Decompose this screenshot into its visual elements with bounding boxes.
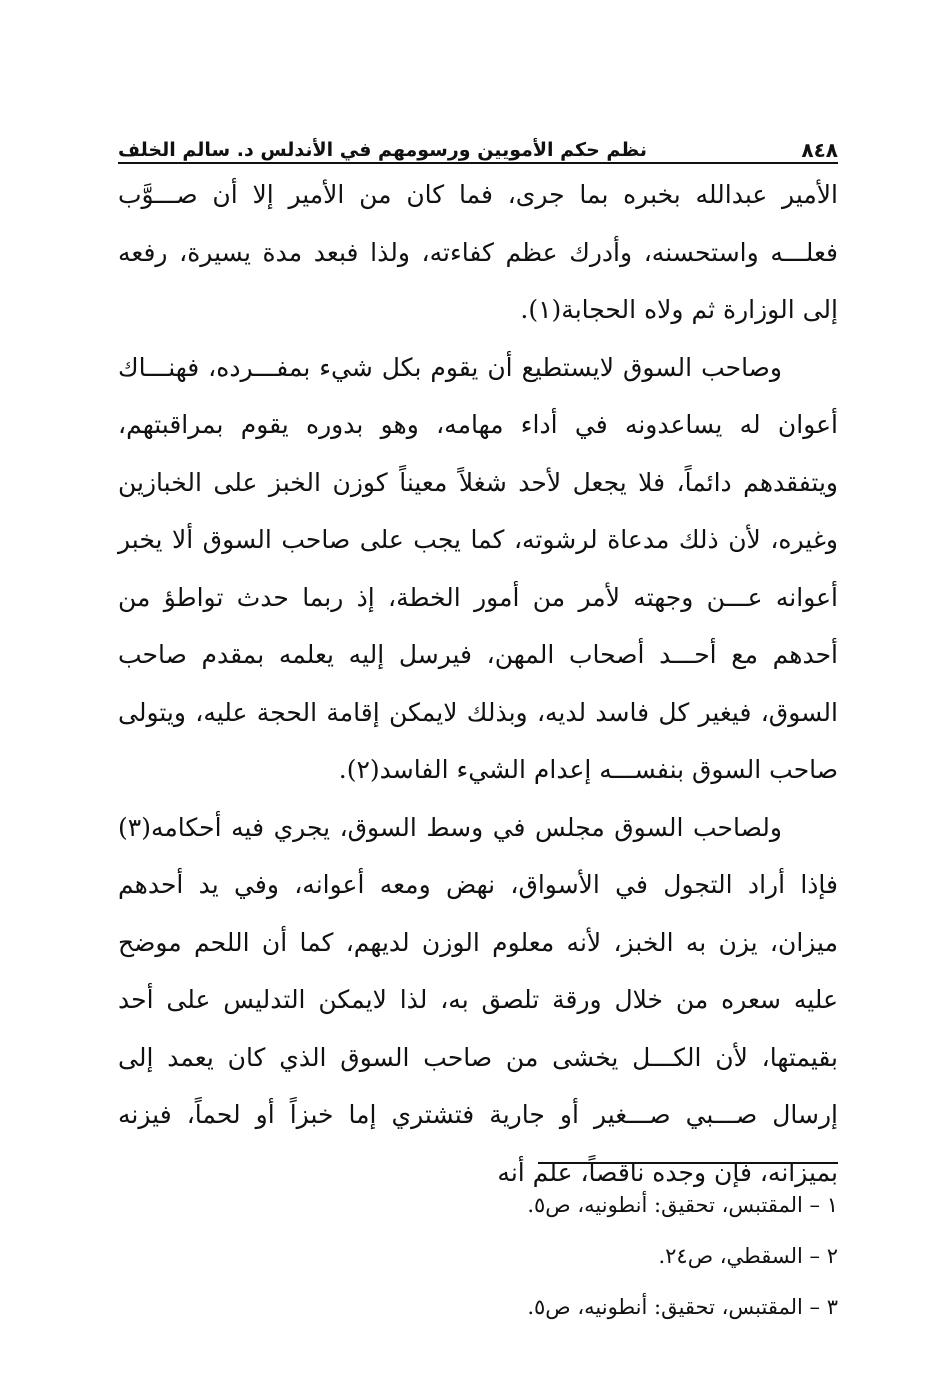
paragraph-1: الأمير عبدالله بخبره بما جرى، فما كان من الأمير إلا أن صـــوَّب فعلـــه واستحسنه، وأدرك عظم كفاءته، ولذا فبعد مدة يسيرة، رفعه إلى الوزارة ثم ولاه الحجابة(١). <box>118 180 838 324</box>
footnotes <box>118 1180 838 1333</box>
header-divider <box>118 162 838 164</box>
page-number: ٨٤٨ <box>801 138 838 162</box>
footnote-2: ٢ – السقطي، ص٢٤. <box>658 1244 838 1268</box>
paragraph-3: ولصاحب السوق مجلس في وسط السوق، يجري فيه أحكامه(٣) فإذا أراد التجول في الأسواق، نهض ومعه أعوانه، وفي يد أحدهم ميزان، يزن به الخبز، لأنه معلوم الوزن لديهم، كما أن اللحم موضح عليه سعره من خلال ورقة تلصق به، لذا لايمكن التدليس على أحد بقيمتها، لأن الكـــل يخشى من صاحب السوق الذي كان يعمد إلى إرسال صـــبي صـــغير أو جارية فتشتري إما خبزاً أو لحماً، فيزنه بميزانه، فإن وجده ناقصاً، علم أنه <box>118 812 838 1187</box>
body-text <box>118 166 838 1201</box>
footnote-divider <box>538 1162 838 1164</box>
running-title: نظم حكم الأمويين ورسومهم في الأندلس د. سالم الخلف <box>118 139 647 161</box>
footnote-1: ١ – المقتبس، تحقيق: أنطونيه، ص٥. <box>527 1193 838 1217</box>
footnote-3: ٣ – المقتبس، تحقيق: أنطونيه، ص٥. <box>527 1295 838 1319</box>
paragraph-2: وصاحب السوق لايستطيع أن يقوم بكل شيء بمفـــرده، فهنـــاك أعوان له يساعدونه في أداء مهامه، وهو بدوره يقوم بمراقبتهم، ويتفقدهم دائماً، فلا يجعل لأحد شغلاً معيناً كوزن الخبز على الخبازين وغيره، لأن ذلك مدعاة لرشوته، كما يجب على صاحب السوق ألا يخبر أعوانه عـــن وجهته لأمر من أمور الخطة، إذ ربما حدث تواطؤ من أحدهم مع أحـــد أصحاب المهن، فيرسل إليه يعلمه بمقدم صاحب السوق، فيغير كل فاسد لديه، وبذلك لايمكن إقامة الحجة عليه، ويتولى صاحب السوق بنفســـه إعدام الشيء الفاسد(٢). <box>118 352 838 784</box>
page-header <box>118 128 838 164</box>
